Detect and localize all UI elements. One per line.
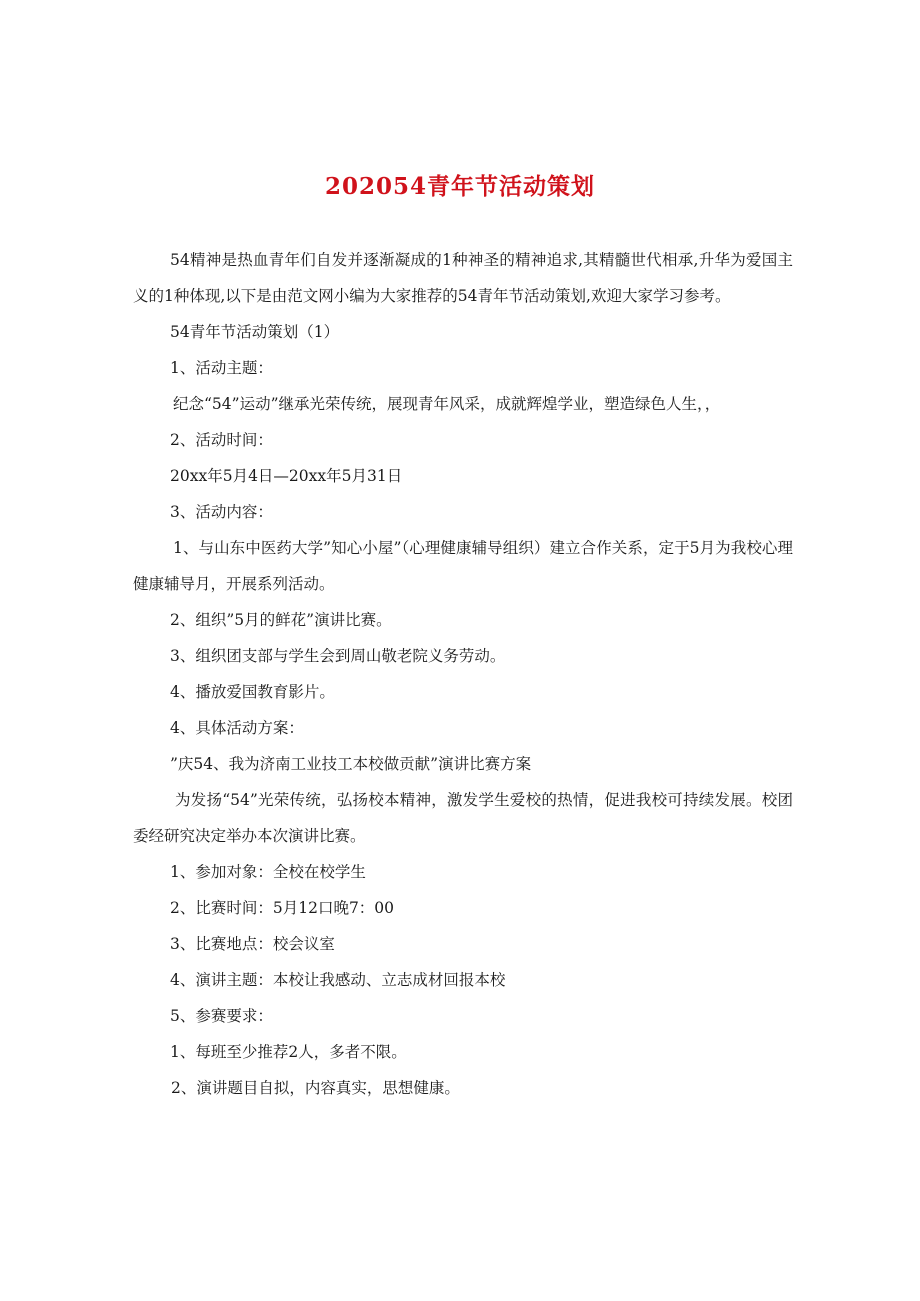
section-heading: 54青年节活动策划（1） <box>170 323 340 341</box>
plan-item-theme: 4、演讲主题：本校让我感动、立志成材回报本校 <box>170 971 506 989</box>
time-text: 20xx年5月4日—20xx年5月31日 <box>170 467 403 485</box>
item-heading-theme: 1、活动主题： <box>170 359 273 377</box>
plan-title: ”庆54、我为济南工业技工本校做贡献”演讲比赛方案 <box>170 755 532 773</box>
document-body <box>133 242 793 1106</box>
item-heading-plan: 4、具体活动方案： <box>170 719 304 737</box>
requirement-1: 1、每班至少推荐2人，多者不限。 <box>170 1043 407 1061</box>
requirement-2: 2、演讲题目自拟，内容真实，思想健康。 <box>171 1079 460 1097</box>
content-item-2: 2、组织”5月的鲜花”演讲比赛。 <box>170 611 392 629</box>
content-item-1: 1、与山东中医药大学”知心小屋”（心理健康辅导组织）建立合作关系，定于5月为我校心理健康辅导月，开展系列活动。 <box>133 539 793 593</box>
plan-item-requirements: 5、参赛要求： <box>170 1007 273 1025</box>
content-item-4: 4、播放爱国教育影片。 <box>170 683 335 701</box>
intro-paragraph: 54精神是热血青年们自发并逐渐凝成的1种神圣的精神追求,其精髓世代相承,升华为爱国主义的1种体现,以下是由范文网小编为大家推荐的54青年节活动策划,欢迎大家学习参考。 <box>133 251 793 305</box>
content-item-3: 3、组织团支部与学生会到周山敬老院义务劳动。 <box>170 647 506 665</box>
item-heading-time: 2、活动时间： <box>170 431 273 449</box>
plan-intro: 为发扬“54”光荣传统，弘扬校本精神，激发学生爱校的热情，促进我校可持续发展。校团委经研究决定举办本次演讲比赛。 <box>133 791 793 845</box>
theme-text: 纪念“54”运动”继承光荣传统，展现青年风采，成就辉煌学业，塑造绿色人生，， <box>173 395 721 413</box>
plan-item-location: 3、比赛地点：校会议室 <box>170 935 335 953</box>
item-heading-content: 3、活动内容： <box>170 503 273 521</box>
document-title: 202054青年节活动策划 <box>324 173 596 200</box>
plan-item-participants: 1、参加对象：全校在校学生 <box>170 863 366 881</box>
plan-item-time: 2、比赛时间：5月12口晚7：00 <box>170 899 395 917</box>
